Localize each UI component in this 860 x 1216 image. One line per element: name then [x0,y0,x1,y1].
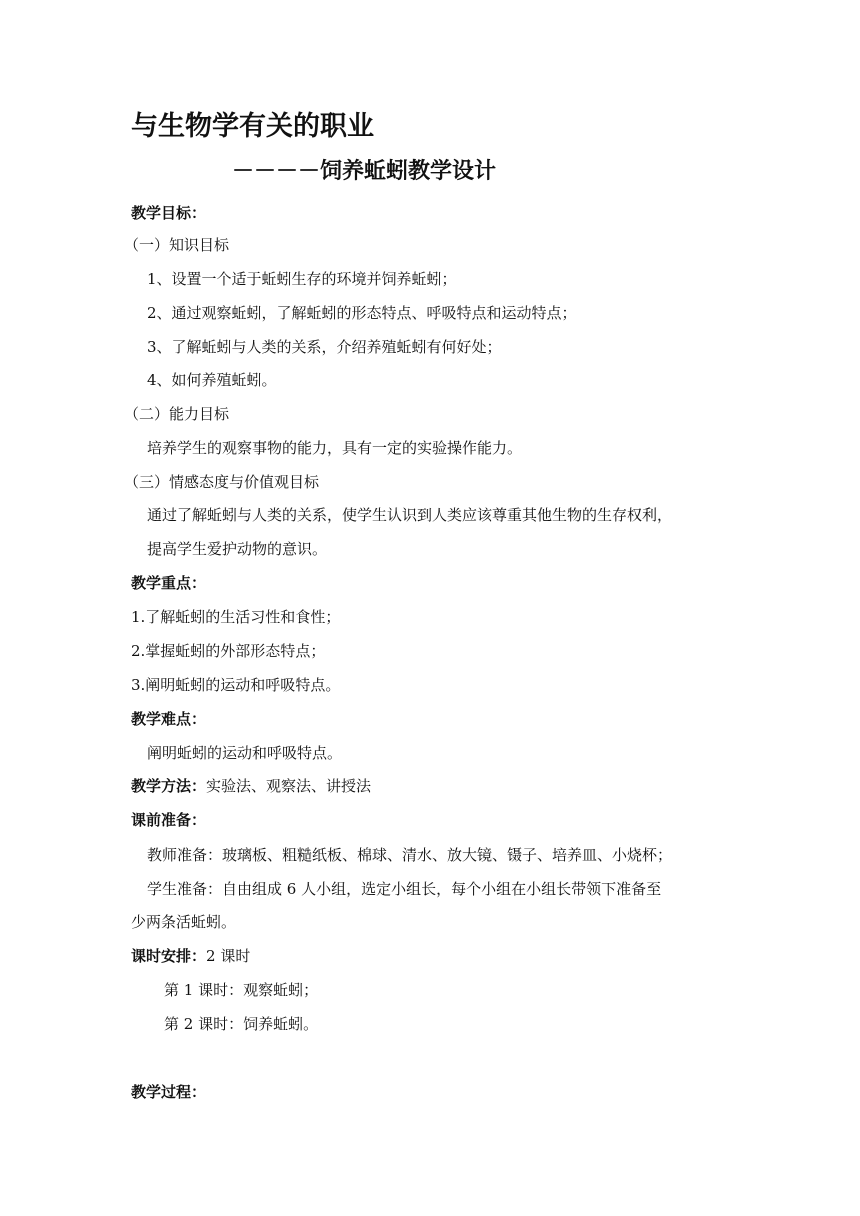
difficulties-heading: 教学难点： [131,710,207,728]
student-preparation-line1: 学生准备：自由组成 6 人小组，选定小组长，每个小组在小组长带领下准备至 [147,880,662,898]
preparation-heading: 课前准备： [131,811,207,829]
emotion-heading: （三）情感态度与价值观目标 [124,473,320,491]
schedule-line [131,946,250,966]
key-point-item: 2.掌握蚯蚓的外部形态特点； [131,642,326,660]
process-heading: 教学过程： [131,1083,207,1101]
emotion-text-line1: 通过了解蚯蚓与人类的关系，使学生认识到人类应该尊重其他生物的生存权利， [147,506,673,524]
schedule-lesson-1: 第 1 课时：观察蚯蚓； [164,981,319,999]
schedule-heading: 课时安排： [131,947,207,965]
student-preparation-line2: 少两条活蚯蚓。 [131,913,237,931]
objectives-heading: 教学目标： [131,204,207,222]
methods-text: 实验法、观察法、讲授法 [206,777,372,795]
page-subtitle: －－－－饲养蚯蚓教学设计 [232,159,497,184]
knowledge-item: 2、通过观察蚯蚓，了解蚯蚓的形态特点、呼吸特点和运动特点； [147,304,577,322]
knowledge-item: 1、设置一个适于蚯蚓生存的环境并饲养蚯蚓； [147,270,457,288]
knowledge-item: 4、如何养殖蚯蚓。 [147,371,277,389]
key-points-heading: 教学重点： [131,574,207,592]
knowledge-heading: （一）知识目标 [124,236,230,254]
difficulties-text: 阐明蚯蚓的运动和呼吸特点。 [147,744,343,762]
ability-text: 培养学生的观察事物的能力，具有一定的实验操作能力。 [147,439,523,457]
ability-heading: （二）能力目标 [124,405,230,423]
key-point-item: 1.了解蚯蚓的生活习性和食性； [131,608,341,626]
page-title: 与生物学有关的职业 [131,111,374,142]
key-point-item: 3.阐明蚯蚓的运动和呼吸特点。 [131,676,341,694]
schedule-lesson-2: 第 2 课时：饲养蚯蚓。 [164,1015,319,1033]
methods-line [131,776,371,796]
knowledge-item: 3、了解蚯蚓与人类的关系，介绍养殖蚯蚓有何好处； [147,338,502,356]
methods-heading: 教学方法： [131,777,207,795]
schedule-text: 2 课时 [206,947,251,965]
emotion-text-line2: 提高学生爱护动物的意识。 [147,540,328,558]
teacher-preparation: 教师准备：玻璃板、粗糙纸板、棉球、清水、放大镜、镊子、培养皿、小烧杯； [147,846,673,864]
